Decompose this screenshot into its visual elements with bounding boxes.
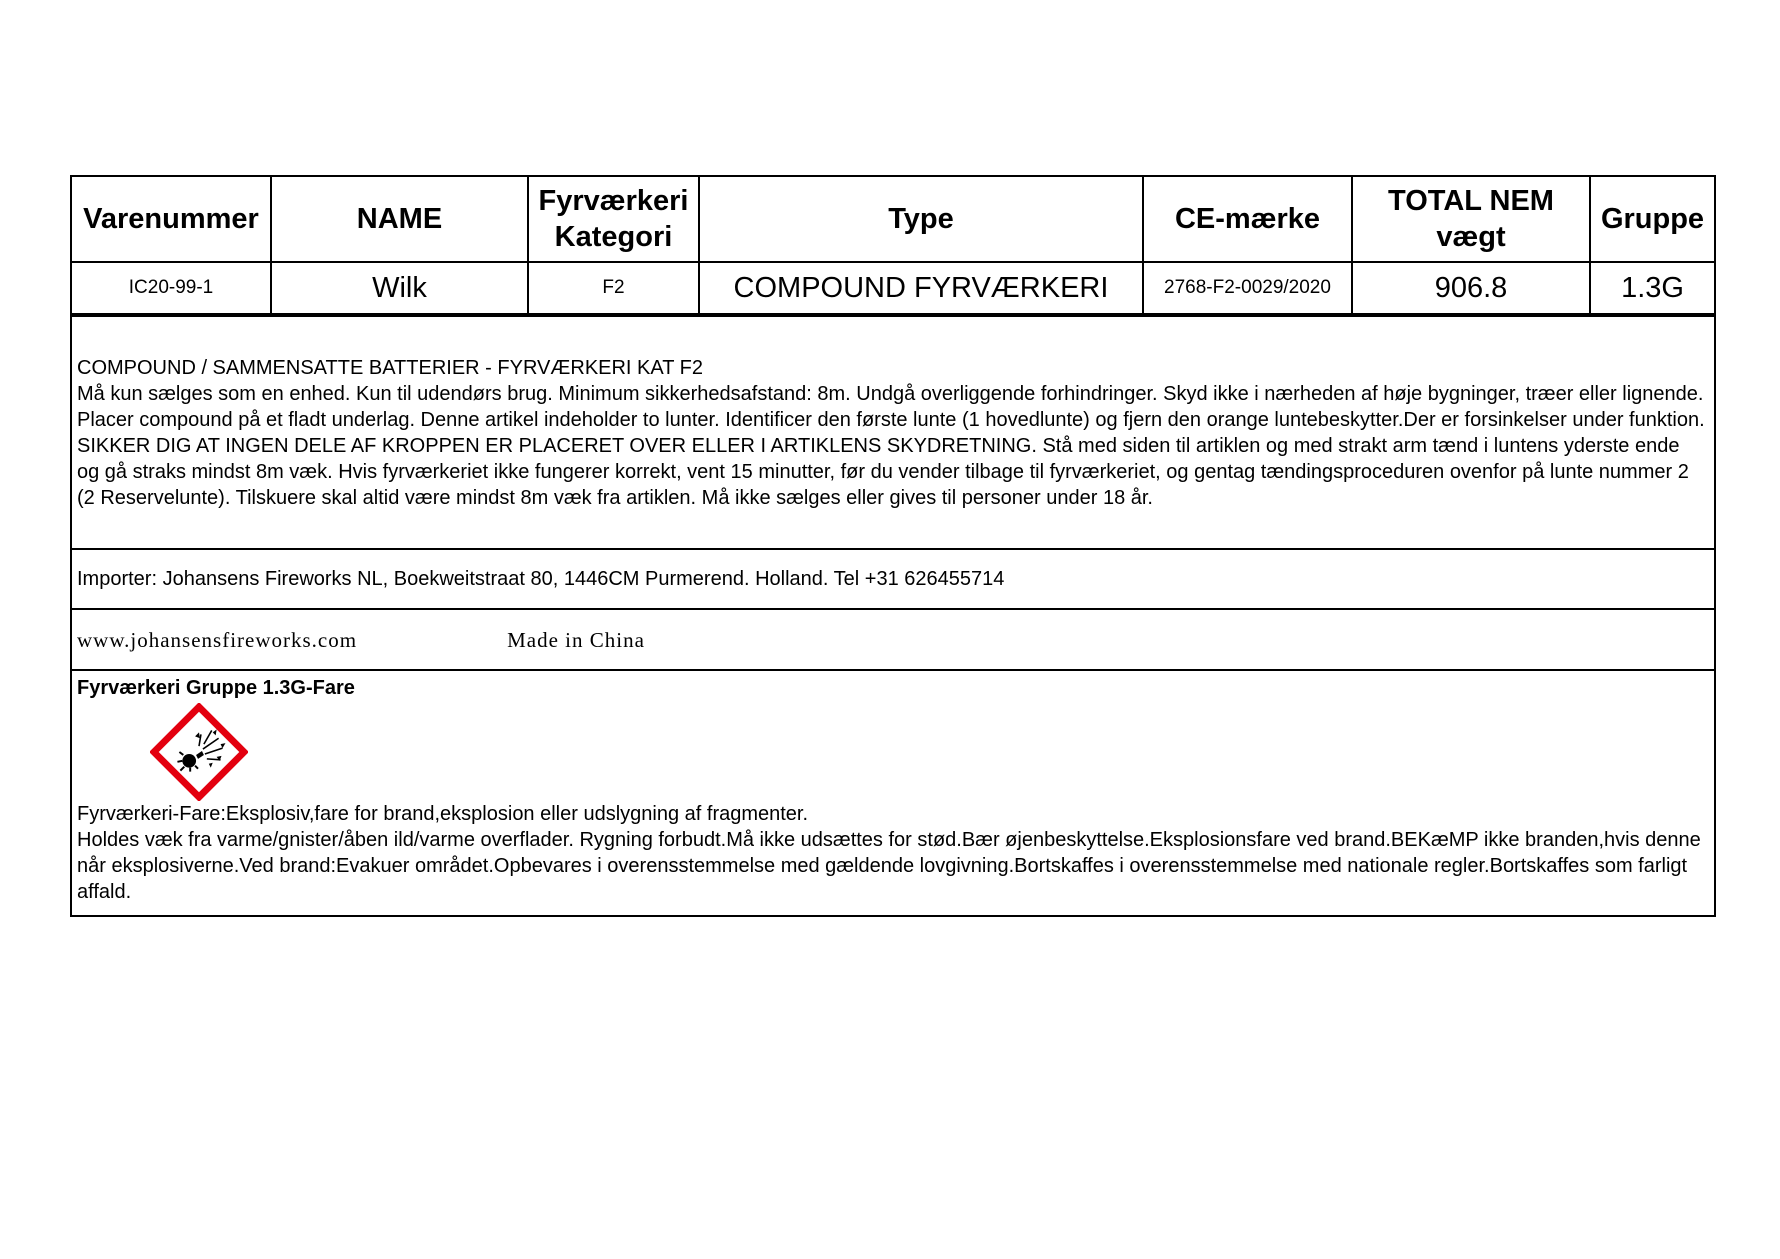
header-category: Fyrværkeri Kategori bbox=[528, 177, 699, 262]
usage-description bbox=[72, 315, 1714, 548]
hazard-pictogram bbox=[77, 701, 1706, 801]
ghs-explosive-icon bbox=[150, 703, 248, 801]
description-body: Må kun sælges som en enhed. Kun til udendørs brug. Minimum sikkerhedsafstand: 8m. Undgå overliggende forhindringer. Skyd ikke i nærheden af høje bygninger, træer eller lignende. Placer compound på et fladt underlag. Denne artikel indeholder to lunter. Identificer den første lunte (1 hovedlunte) og fjern den orange luntebeskytter.Der er forsinkelser under funktion. SIKKER DIG AT INGEN DELE AF KROPPEN ER PLACERET OVER ELLER I ARTIKLENS SKYDRETNING. Stå med siden til artiklen og med strakt arm tænd i luntens yderste ende og gå straks mindst 8m væk. Hvis fyrværkeriet ikke fungerer korrekt, vent 15 minutter, før du vender tilbage til fyrværkeriet, og gentag tændingsproceduren ovenfor på lunte nummer 2 (2 Reservelunte). Tilskuere skal altid være mindst 8m væk fra artiklen. Må ikke sælges eller gives til personer under 18 år. bbox=[77, 383, 1705, 509]
product-label-sheet bbox=[70, 175, 1716, 917]
header-item-number: Varenummer bbox=[72, 177, 271, 262]
cell-ce-mark: 2768-F2-0029/2020 bbox=[1143, 262, 1352, 314]
website-origin-row bbox=[72, 608, 1714, 669]
hazard-title: Fyrværkeri Gruppe 1.3G-Fare bbox=[77, 677, 355, 699]
header-group: Gruppe bbox=[1590, 177, 1714, 262]
cell-total-nem: 906.8 bbox=[1352, 262, 1590, 314]
table-row bbox=[72, 262, 1714, 314]
hazard-precautions: Holdes væk fra varme/gnister/åben ild/varme overflader. Rygning forbudt.Må ikke udsættes for stød.Bær øjenbeskyttelse.Eksplosionsfare ved brand.BEKæMP ikke branden,hvis denne når eksplosiverne.Ved brand:Evakuer området.Opbevares i overensstemmelse med gældende lovgivning.Bortskaffes i overensstemmelse med nationale regler.Bortskaffes som farligt affald. bbox=[77, 829, 1701, 903]
origin-text: Made in China bbox=[507, 627, 645, 652]
product-spec-table bbox=[72, 177, 1714, 315]
importer-text: Importer: Johansens Fireworks NL, Boekweitstraat 80, 1446CM Purmerend. Holland. Tel +31 626455714 bbox=[77, 568, 1005, 590]
header-name: NAME bbox=[271, 177, 528, 262]
cell-name: Wilk bbox=[271, 262, 528, 314]
header-ce-mark: CE-mærke bbox=[1143, 177, 1352, 262]
cell-category: F2 bbox=[528, 262, 699, 314]
cell-item-number: IC20-99-1 bbox=[72, 262, 271, 314]
cell-type: COMPOUND FYRVÆRKERI bbox=[699, 262, 1143, 314]
description-heading: COMPOUND / SAMMENSATTE BATTERIER - FYRVÆRKERI KAT F2 bbox=[77, 357, 703, 379]
cell-group: 1.3G bbox=[1590, 262, 1714, 314]
header-type: Type bbox=[699, 177, 1143, 262]
header-total-nem: TOTAL NEM vægt bbox=[1352, 177, 1590, 262]
website-text: www.johansensfireworks.com bbox=[77, 627, 358, 652]
hazard-section bbox=[72, 669, 1714, 915]
hazard-statement: Fyrværkeri-Fare:Eksplosiv,fare for brand,eksplosion eller udslygning af fragmenter. bbox=[77, 803, 809, 825]
table-header-row bbox=[72, 177, 1714, 262]
importer-info bbox=[72, 548, 1714, 608]
